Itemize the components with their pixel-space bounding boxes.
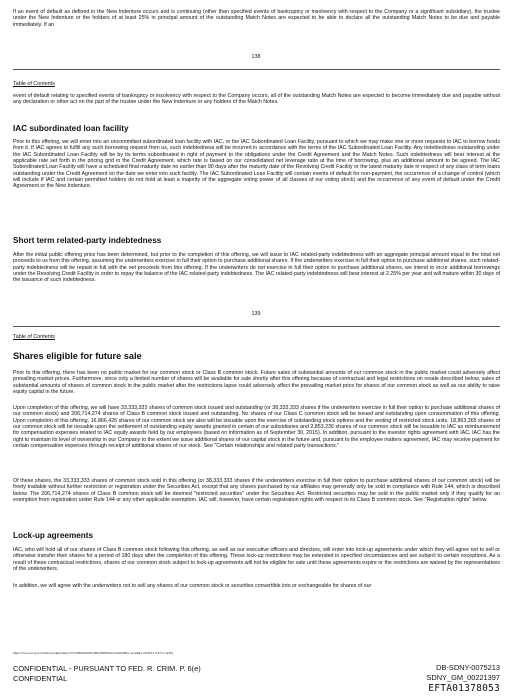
page-divider <box>13 69 500 70</box>
lockup-paragraph: IAC, who will hold all of our shares of Class B common stock following this offering, as well as our executive officers and directors, will enter into lock-up agreements under which they will agree not to sell or otherwise transfer their shares for a period of 180 days after the completion of this offering. These lock-up restrictions may be extended in specified circumstances and are subject to certain exceptions. As a result of these contractual restrictions, shares of our common stock subject to lock-up agreements will not be eligible for sale until these agreements expire or the restrictions are waived by the representatives of the underwriters. <box>13 547 500 573</box>
page-number: 138 <box>251 54 261 60</box>
bates-number-db: DB-SDNY-0075213 <box>436 663 500 672</box>
shares-paragraph: Upon completion of this offering, we will have 33,333,333 shares of common stock issued and outstanding (or 38,333,333 shares if the underwriters exercise in full their option to purchase additional shares of our common stock) and 206,714,274 shares of Class B common stock issued and outstanding. No shares of our Class C common stock will be issued and outstanding upon consummation of this offering. Upon completion of this offering, 16,866,426 shares of our common stock are also will be issuable upon the exercise of outstanding stock options and the vesting of restricted stock units, 18,863,365 shares of our common stock will be issuable upon the settlement of outstanding equity awards granted in certain of our subsidiaries and 2,853,236 shares of our common stock will be issuable to IAC as reimbursement for compensation expenses related to IAC equity awards held by our employees (based on information as of September 30, 2015). In addition, pursuant to the investor rights agreement with IAC, IAC has the right to maintain its level of ownership in our Company to the extent we issue additional shares of our capital stock in the future and, pursuant to the employee matters agreement, IAC may receive payment for certain compensation expenses through receipt of additional shares of our stock. See "Certain relationships and related party transactions." <box>13 405 500 450</box>
section-heading-lockup: Lock-up agreements <box>13 531 94 540</box>
confidentiality-label: CONFIDENTIAL <box>13 674 68 683</box>
bates-number-efta: EFTA01378053 <box>428 683 500 694</box>
section-heading-short-term: Short term related-party indebtedness <box>13 236 162 245</box>
short-term-paragraph: After the initial public offering price has been determined, but prior to the completion of this offering, we will issue to IAC related-party indebtedness with an aggregate principal amount equal to the total net proceeds to us from this offering, assuming the underwriters exercise in full their option to purchase additional shares. If the underwriters exercise in full their option to purchase additional shares, such related-party indebtedness will be repaid in full with the net proceeds from this offering. If the underwriters do not exercise in full their option to purchase additional shares, we intend to incur additional borrowings under the Revolving Credit Facility in order to repay the balance of the IAC related-party indebtedness. The IAC related-party indebtedness will bear interest at 2.25% per year and will mature within 30 days of the issuance of such indebtedness. <box>13 252 500 284</box>
source-url: http://www.sec.gov/Archives/edgar/data/1575189/000104746915008534/a2226458zs-1a.htm[11/9/2015 9:27:17 AM] <box>13 651 173 655</box>
page-number: 139 <box>251 311 261 317</box>
page-divider <box>13 326 500 327</box>
shares-paragraph: Prior to this offering, there has been no public market for our common stock or Class B common stock. Future sales of substantial amounts of our common stock in the public market could adversely affect prevailing market prices. Furthermore, since only a limited number of shares will be available for sale shortly after this offering because of contractual and legal restrictions on resale described below, sales of substantial amounts of shares of common stock in the public market after the restrictions lapse could adversely affect the prevailing market price for shares of our common stock as well as our ability to raise equity capital in the future. <box>13 370 500 396</box>
table-of-contents-link[interactable]: Table of Contents <box>13 81 55 87</box>
bates-number-sdny: SDNY_GM_00221397 <box>426 673 500 682</box>
section-heading-shares: Shares eligible for future sale <box>13 351 142 361</box>
continued-paragraph: event of default relating to specified events of bankruptcy or insolvency with respect to the Company occurs, all of the outstanding Match Notes are expected to become immediately due and payable without any declaration or other act on the part of the trustee under the New Indenture or any holders of the Match Notes. <box>13 93 500 106</box>
lockup-paragraph: In addition, we will agree with the underwriters not to sell any shares of our common stock or securities convertible into or exchangeable for shares of our <box>13 583 372 589</box>
table-of-contents-link[interactable]: Table of Contents <box>13 334 55 340</box>
confidentiality-notice: CONFIDENTIAL - PURSUANT TO FED. R. CRIM. P. 6(e) <box>13 664 201 673</box>
section-heading-iac-loan: IAC subordinated loan facility <box>13 124 129 133</box>
shares-paragraph: Of these shares, the 33,333,333 shares of common stock sold in this offering (or 38,333,333 shares if the underwriters exercise in full their option to purchase additional shares of our common stock) will be freely tradable without further restriction or registration under the Securities Act, except that any shares purchased by our affiliates may generally only be sold in compliance with Rule 144, which is described below. The 206,714,274 shares of Class B common stock will be deemed "restricted securities" under the Securities Act. Restricted securities may be sold in the public market only if they qualify for an exemption from registration under Rule 144 or any other applicable exemption. IAC will, however, have certain registration rights with respect to its Class B common stock. See "Registration rights" below. <box>13 478 500 504</box>
top-paragraph: If an event of default as defined in the New Indenture occurs and is continuing (other than specified events of bankruptcy or insolvency with respect to the Company or a significant subsidiary), the trustee under the New Indenture or the holders of at least 25% in principal amount of the outstanding Match Notes are expected to be able to declare all the outstanding Match Notes to be due and payable immediately. If an <box>13 9 500 28</box>
iac-loan-paragraph: Prior to this offering, we will enter into an uncommitted subordinated loan facility with IAC, or the IAC Subordinated Loan Facility, pursuant to which we may make one or more requests to IAC to borrow funds from it. If IAC agrees to fulfill any such borrowing request from us, such indebtedness will be incurred in accordance with the terms of the IAC Subordinated Loan Facility. Any indebtedness outstanding under the IAC Subordinated Loan Facility will be by its terms subordinated in right of payment to the obligations under the Credit Agreement and the Match Notes. Such indebtedness will bear interest at the applicable rate set forth in the pricing grid in the Credit Agreement, which rate is based on our consolidated net leverage ratio at the time of borrowing, plus an additional amount to be agreed. The IAC Subordinated Loan Facility will have a scheduled final maturity date no earlier than 90 days after the maturity date of the Revolving Credit Facility or the latest maturity date in respect of any class of term loans outstanding under the Credit Agreement on the date we enter into such facility. The IAC Subordinated Loan Facility will contain events of default for non-payment, the occurrence of a change of control (which will include if IAC and certain permitted holders do not hold at least a majority of the aggregate voting power of all classes of our voting stock) and the occurrence of any event of default under the Credit Agreement or the New Indenture. <box>13 139 500 190</box>
